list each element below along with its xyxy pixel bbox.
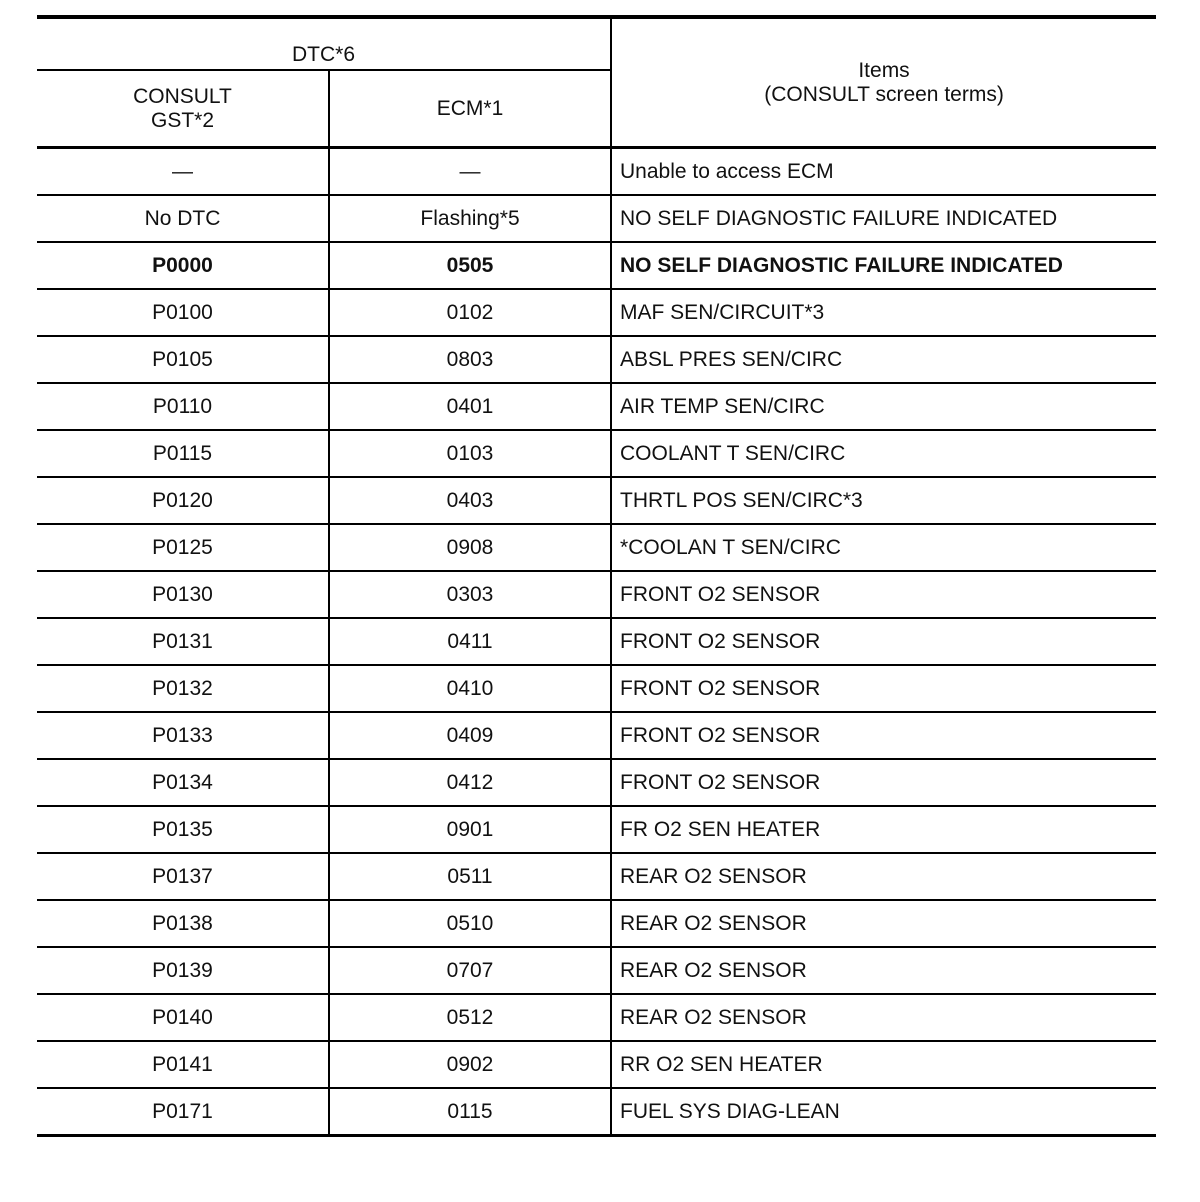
table-row <box>37 1088 1156 1136</box>
table-row <box>37 994 1156 1041</box>
consult-code-cell: P0132 <box>37 665 329 712</box>
ecm-code-cell: — <box>329 148 611 196</box>
item-description-cell: RR O2 SEN HEATER <box>611 1041 1156 1088</box>
ecm-code-cell: 0411 <box>329 618 611 665</box>
table-row <box>37 806 1156 853</box>
item-description-cell: FUEL SYS DIAG-LEAN <box>611 1088 1156 1136</box>
table-row <box>37 665 1156 712</box>
item-description-cell: REAR O2 SENSOR <box>611 853 1156 900</box>
table-body <box>37 148 1156 1136</box>
item-description-cell: *COOLAN T SEN/CIRC <box>611 524 1156 571</box>
table-row <box>37 148 1156 196</box>
consult-code-cell: P0125 <box>37 524 329 571</box>
consult-code-cell: P0141 <box>37 1041 329 1088</box>
items-column-header <box>611 17 1156 148</box>
consult-code-cell: P0139 <box>37 947 329 994</box>
ecm-code-cell: 0510 <box>329 900 611 947</box>
dtc-table <box>37 15 1156 1137</box>
ecm-column-header: ECM*1 <box>329 70 611 148</box>
ecm-code-cell: 0401 <box>329 383 611 430</box>
table-row <box>37 289 1156 336</box>
table-row <box>37 477 1156 524</box>
consult-header-line2: GST*2 <box>150 108 215 132</box>
consult-column-header <box>37 70 329 148</box>
ecm-code-cell: 0908 <box>329 524 611 571</box>
table-row <box>37 759 1156 806</box>
ecm-code-cell: 0902 <box>329 1041 611 1088</box>
ecm-code-cell: 0803 <box>329 336 611 383</box>
table-row <box>37 571 1156 618</box>
ecm-code-cell: 0303 <box>329 571 611 618</box>
table-row <box>37 1041 1156 1088</box>
item-description-cell: REAR O2 SENSOR <box>611 947 1156 994</box>
consult-code-cell: P0110 <box>37 383 329 430</box>
table-row <box>37 336 1156 383</box>
item-description-cell: MAF SEN/CIRCUIT*3 <box>611 289 1156 336</box>
table-row <box>37 430 1156 477</box>
item-description-cell: FR O2 SEN HEATER <box>611 806 1156 853</box>
table-row <box>37 947 1156 994</box>
consult-code-cell: P0131 <box>37 618 329 665</box>
consult-code-cell: — <box>37 148 329 196</box>
dtc-group-header: DTC*6 <box>37 17 611 70</box>
ecm-code-cell: 0102 <box>329 289 611 336</box>
ecm-code-cell: 0512 <box>329 994 611 1041</box>
table-row <box>37 383 1156 430</box>
table-header <box>37 17 1156 148</box>
ecm-code-cell: 0115 <box>329 1088 611 1136</box>
table-row <box>37 853 1156 900</box>
item-description-cell: REAR O2 SENSOR <box>611 900 1156 947</box>
ecm-code-cell: 0403 <box>329 477 611 524</box>
consult-code-cell: P0140 <box>37 994 329 1041</box>
ecm-code-cell: Flashing*5 <box>329 195 611 242</box>
consult-code-cell: P0100 <box>37 289 329 336</box>
consult-code-cell: No DTC <box>37 195 329 242</box>
consult-code-cell: P0120 <box>37 477 329 524</box>
consult-code-cell: P0135 <box>37 806 329 853</box>
consult-code-cell: P0133 <box>37 712 329 759</box>
item-description-cell: FRONT O2 SENSOR <box>611 571 1156 618</box>
table-row <box>37 524 1156 571</box>
item-description-cell: THRTL POS SEN/CIRC*3 <box>611 477 1156 524</box>
ecm-code-cell: 0901 <box>329 806 611 853</box>
table-row <box>37 712 1156 759</box>
item-description-cell: NO SELF DIAGNOSTIC FAILURE INDICATED <box>611 195 1156 242</box>
ecm-code-cell: 0410 <box>329 665 611 712</box>
consult-code-cell: P0105 <box>37 336 329 383</box>
item-description-cell: COOLANT T SEN/CIRC <box>611 430 1156 477</box>
table-row <box>37 900 1156 947</box>
table-row <box>37 242 1156 289</box>
consult-code-cell: P0137 <box>37 853 329 900</box>
ecm-code-cell: 0412 <box>329 759 611 806</box>
consult-code-cell: P0000 <box>37 242 329 289</box>
item-description-cell: Unable to access ECM <box>611 148 1156 196</box>
table-row <box>37 195 1156 242</box>
items-header-line1: Items <box>858 59 910 82</box>
items-header-line2: (CONSULT screen terms) <box>764 83 1004 106</box>
item-description-cell: FRONT O2 SENSOR <box>611 759 1156 806</box>
item-description-cell: NO SELF DIAGNOSTIC FAILURE INDICATED <box>611 242 1156 289</box>
table-row <box>37 618 1156 665</box>
ecm-code-cell: 0505 <box>329 242 611 289</box>
ecm-code-cell: 0511 <box>329 853 611 900</box>
ecm-code-cell: 0409 <box>329 712 611 759</box>
consult-code-cell: P0115 <box>37 430 329 477</box>
item-description-cell: AIR TEMP SEN/CIRC <box>611 383 1156 430</box>
ecm-code-cell: 0707 <box>329 947 611 994</box>
ecm-code-cell: 0103 <box>329 430 611 477</box>
item-description-cell: FRONT O2 SENSOR <box>611 712 1156 759</box>
consult-code-cell: P0171 <box>37 1088 329 1136</box>
item-description-cell: FRONT O2 SENSOR <box>611 618 1156 665</box>
consult-code-cell: P0138 <box>37 900 329 947</box>
item-description-cell: FRONT O2 SENSOR <box>611 665 1156 712</box>
item-description-cell: ABSL PRES SEN/CIRC <box>611 336 1156 383</box>
consult-code-cell: P0134 <box>37 759 329 806</box>
consult-header-line1: CONSULT <box>133 84 232 108</box>
consult-code-cell: P0130 <box>37 571 329 618</box>
item-description-cell: REAR O2 SENSOR <box>611 994 1156 1041</box>
